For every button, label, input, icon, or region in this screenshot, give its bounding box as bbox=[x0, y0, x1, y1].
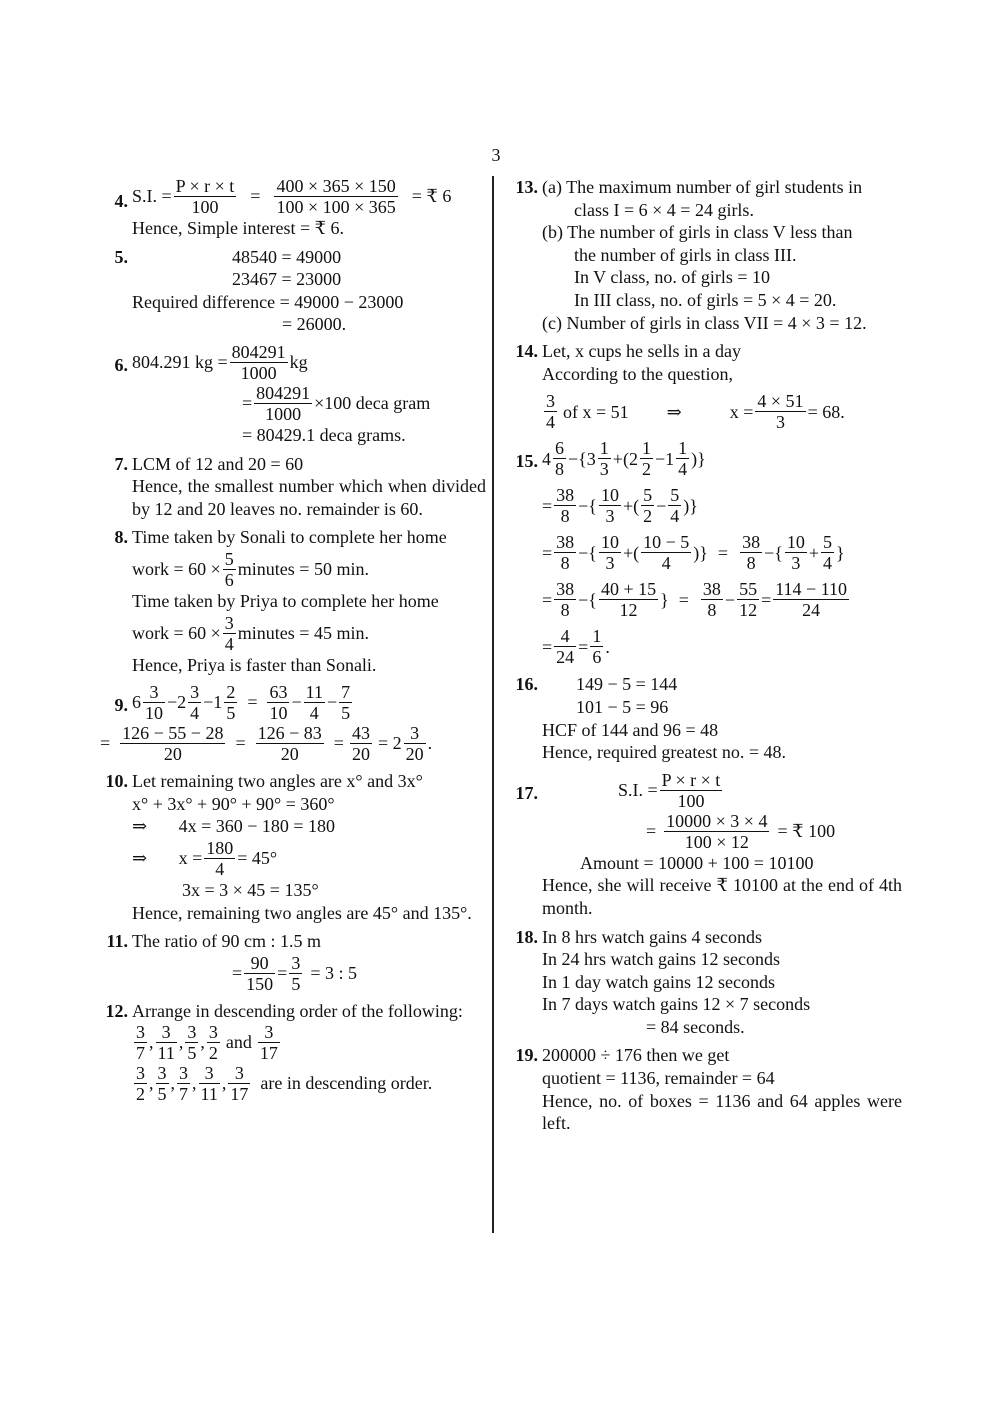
text: minutes = 45 min. bbox=[237, 622, 369, 643]
line: In III class, no. of girls = 5 × 4 = 20. bbox=[574, 289, 837, 310]
text: minutes = 50 min. bbox=[237, 559, 369, 580]
fraction: $\frac{1}{3}$ bbox=[599, 438, 609, 480]
fraction: $\frac{114 - 110}{24}$ bbox=[775, 579, 848, 621]
cups-equation bbox=[542, 391, 902, 432]
line: (b) The number of girls in class V less than bbox=[542, 222, 853, 243]
result: = 3 : 5 bbox=[310, 962, 357, 983]
answer-7 bbox=[100, 453, 486, 521]
answer-19 bbox=[510, 1044, 902, 1134]
equals: = bbox=[100, 733, 111, 754]
text: 6 bbox=[132, 692, 141, 713]
fraction: $\frac{804291}{1000}$ bbox=[231, 341, 286, 383]
text: work = 60 × bbox=[132, 559, 221, 580]
fraction: $\frac{3}{4}$ bbox=[546, 391, 555, 433]
fraction: $\frac{10}{3}$ bbox=[786, 532, 805, 574]
fraction: $\frac{38}{8}$ bbox=[556, 579, 575, 621]
fraction: $\frac{180}{4}$ bbox=[206, 837, 234, 879]
minus: − bbox=[326, 692, 338, 713]
implies-icon: ⇒ bbox=[666, 401, 682, 422]
page-number: 3 bbox=[491, 145, 501, 165]
answer-number: 12. bbox=[105, 1000, 128, 1021]
answer-number: 17. bbox=[515, 782, 538, 803]
line: The ratio of 90 cm : 1.5 m bbox=[132, 931, 321, 952]
equals: = bbox=[646, 820, 657, 841]
answer-number: 15. bbox=[515, 451, 538, 472]
fraction-list-a: $\frac{3}{7}$ , $\frac{3}{11}$ , $\frac{3}{5}$ , $\frac{3}{2}$ and $\frac{3}{17}$ bbox=[136, 1022, 278, 1064]
line: Hence, Simple interest = ₹ 6. bbox=[132, 218, 345, 238]
fraction: $\frac{3}{2}$ bbox=[208, 1022, 218, 1064]
fraction: $\frac{11}{4}$ bbox=[305, 682, 323, 724]
fraction: $\frac{3}{20}$ bbox=[405, 723, 424, 765]
fraction: $\frac{7}{5}$ bbox=[341, 682, 351, 724]
line: = 84 seconds. bbox=[646, 1016, 745, 1037]
line: = 26000. bbox=[282, 314, 347, 335]
answer-12 bbox=[100, 1000, 486, 1105]
fraction: $\frac{43}{20}$ bbox=[351, 723, 370, 765]
result: = 68. bbox=[807, 401, 845, 422]
text: of x = 51 bbox=[563, 401, 629, 422]
line: 48540 = 49000 bbox=[232, 246, 342, 267]
fraction: $\frac{40 + 15}{12}$ bbox=[600, 579, 657, 621]
line: In V class, no. of girls = 10 bbox=[574, 267, 770, 288]
answer-number: 4. bbox=[114, 191, 128, 211]
answer-15 bbox=[510, 438, 902, 667]
fraction: $\frac{126 - 83}{20}$ bbox=[257, 723, 322, 765]
si-label: S.I. = bbox=[132, 186, 172, 207]
line: Time taken by Priya to complete her home bbox=[132, 590, 439, 611]
fraction: $\frac{10000 \times 3 \times 4}{100 \times 12}$ bbox=[666, 810, 768, 852]
fraction: $\frac{126 - 55 - 28}{20}$ bbox=[122, 723, 224, 765]
step-3: = $\frac{38}{8}$ −{ $\frac{10}{3}$ +( $\frac{10 - 5}{4}$ )} = $\frac{38}{8}$ −{ $\frac{10}{3}$ + $\frac{5}{4}$ } bbox=[542, 532, 845, 574]
answer-number: 19. bbox=[515, 1045, 538, 1066]
result-line bbox=[100, 723, 486, 764]
answer-8 bbox=[100, 526, 486, 676]
answer-number: 13. bbox=[515, 177, 538, 197]
fraction: $\frac{400 \times 365 \times 150}{100 \times 100 \times 365}$ bbox=[276, 176, 396, 217]
line: In 1 day watch gains 12 seconds bbox=[542, 971, 775, 992]
fraction: $\frac{3}{17}$ bbox=[230, 1063, 249, 1105]
text: ×100 deca gram bbox=[314, 393, 431, 414]
fraction: $\frac{3}{10}$ bbox=[145, 682, 163, 724]
fraction: $\frac{5}{4}$ bbox=[670, 485, 680, 527]
fraction: $\frac{2}{5}$ bbox=[226, 682, 236, 724]
line: the number of girls in class III. bbox=[574, 244, 797, 265]
paragraph: Hence, she will receive ₹ 10100 at the end of 4th month. bbox=[542, 875, 902, 918]
fraction: $\frac{3}{17}$ bbox=[259, 1022, 278, 1064]
equals: = bbox=[250, 186, 261, 207]
text: kg bbox=[289, 352, 308, 373]
si-equation bbox=[132, 176, 486, 217]
line: (c) Number of girls in class VII = 4 × 3 = 12. bbox=[542, 312, 867, 333]
line: 149 − 5 = 144 bbox=[576, 674, 678, 695]
equals: = bbox=[242, 393, 253, 414]
answer-number: 11. bbox=[106, 931, 128, 952]
fraction: $\frac{3}{2}$ bbox=[136, 1063, 145, 1105]
fraction: $\frac{38}{8}$ bbox=[742, 532, 761, 574]
fraction: $\frac{P \times r \times t}{100}$ bbox=[661, 769, 721, 811]
answer-number: 10. bbox=[105, 771, 128, 792]
text: are in descending order. bbox=[260, 1073, 433, 1094]
text: = 2 bbox=[377, 733, 402, 754]
line: Time taken by Sonali to complete her home bbox=[132, 527, 447, 548]
fraction: $\frac{3}{7}$ bbox=[136, 1022, 145, 1064]
line: 200000 ÷ 176 then we get bbox=[542, 1045, 730, 1066]
answer-number: 7. bbox=[114, 453, 128, 474]
line: Amount = 10000 + 100 = 10100 bbox=[580, 852, 814, 873]
line: 3x = 3 × 45 = 135° bbox=[182, 879, 319, 900]
line: LCM of 12 and 20 = 60 bbox=[132, 453, 304, 474]
answer-16 bbox=[510, 673, 902, 763]
answer-number: 14. bbox=[515, 341, 538, 362]
text: −1 bbox=[203, 692, 223, 713]
answer-9 bbox=[100, 682, 486, 764]
answer-11 bbox=[100, 930, 486, 994]
fraction: $\frac{3}{5}$ bbox=[187, 1022, 197, 1064]
fraction: $\frac{1}{4}$ bbox=[678, 438, 688, 480]
column-divider bbox=[492, 176, 494, 1233]
answer-number: 8. bbox=[114, 527, 128, 548]
step-5: = $\frac{4}{24}$ = $\frac{1}{6}$ . bbox=[542, 626, 610, 668]
line: Let remaining two angles are x° and 3x° bbox=[132, 771, 423, 792]
line: In 24 hrs watch gains 12 seconds bbox=[542, 949, 780, 970]
si-equation bbox=[542, 770, 902, 811]
fraction: $\frac{38}{8}$ bbox=[702, 579, 721, 621]
text: ⇒ x = bbox=[132, 848, 203, 869]
mixed-line bbox=[132, 682, 486, 723]
line: ⇒ 4x = 360 − 180 = 180 bbox=[132, 816, 336, 837]
left-column bbox=[100, 176, 486, 1104]
answer-number: 18. bbox=[515, 926, 538, 947]
answer-14 bbox=[510, 340, 902, 432]
paragraph: Hence, no. of boxes = 1136 and 64 apples were left. bbox=[542, 1090, 902, 1134]
fraction: $\frac{1}{6}$ bbox=[592, 626, 602, 668]
text: . bbox=[427, 733, 433, 754]
text: −2 bbox=[167, 692, 187, 713]
answer-18 bbox=[510, 926, 902, 1039]
fraction: $\frac{5}{6}$ bbox=[224, 548, 234, 590]
line: 23467 = 23000 bbox=[232, 269, 342, 290]
text: 804.291 kg = bbox=[132, 352, 228, 373]
fraction: $\frac{6}{8}$ bbox=[555, 438, 564, 480]
line: quotient = 1136, remainder = 64 bbox=[542, 1068, 775, 1089]
answer-13 bbox=[510, 176, 902, 334]
ratio-line bbox=[132, 953, 486, 994]
step-4: = $\frac{38}{8}$ −{ $\frac{40 + 15}{12}$ } = $\frac{38}{8}$ − $\frac{55}{12}$ = $\frac{114 - 110}{24}$ bbox=[542, 579, 848, 621]
fraction: $\frac{3}{5}$ bbox=[291, 952, 301, 994]
line: Arrange in descending order of the following: bbox=[132, 1000, 463, 1021]
result: = ₹ 6 bbox=[411, 186, 452, 207]
fraction: $\frac{P \times r \times t}{100}$ bbox=[175, 176, 235, 217]
right-column bbox=[510, 176, 902, 1135]
line: According to the question, bbox=[542, 363, 733, 384]
line: class I = 6 × 4 = 24 girls. bbox=[574, 199, 754, 220]
equals: = bbox=[333, 733, 344, 754]
answer-number: 6. bbox=[114, 354, 128, 375]
fraction: $\frac{4}{24}$ bbox=[556, 626, 575, 668]
line: In 8 hrs watch gains 4 seconds bbox=[542, 926, 762, 947]
kg-line bbox=[132, 342, 486, 383]
answer-4 bbox=[100, 176, 486, 240]
answer-number: 5. bbox=[114, 246, 128, 267]
fraction: $\frac{38}{8}$ bbox=[556, 532, 575, 574]
text: x = bbox=[729, 401, 754, 422]
fraction: $\frac{63}{10}$ bbox=[269, 682, 288, 724]
line: = 80429.1 deca grams. bbox=[242, 424, 406, 445]
fraction: $\frac{5}{4}$ bbox=[823, 532, 833, 574]
fraction: $\frac{3}{4}$ bbox=[224, 612, 234, 654]
line: (a) The maximum number of girl students in bbox=[542, 177, 863, 197]
step-1: 4 $\frac{6}{8}$ −{3 $\frac{1}{3}$ +(2 $\frac{1}{2}$ −1 $\frac{1}{4}$ )} bbox=[542, 438, 706, 480]
fraction: $\frac{10 - 5}{4}$ bbox=[643, 532, 690, 574]
equals: = bbox=[277, 962, 288, 983]
fraction: $\frac{1}{2}$ bbox=[641, 438, 651, 480]
text: = 45° bbox=[237, 848, 278, 869]
fraction: $\frac{804291}{1000}$ bbox=[256, 382, 311, 424]
fraction: $\frac{3}{11}$ bbox=[157, 1022, 175, 1064]
answer-5 bbox=[100, 246, 486, 336]
result: = ₹ 100 bbox=[777, 820, 836, 841]
line: Hence, remaining two angles are 45° and 135°. bbox=[132, 902, 472, 923]
answer-number: 9. bbox=[114, 695, 128, 716]
answer-17 bbox=[510, 770, 902, 920]
minus: − bbox=[291, 692, 302, 713]
line: HCF of 144 and 96 = 48 bbox=[542, 719, 719, 740]
equals: = bbox=[232, 962, 243, 983]
line: Required difference = 49000 − 23000 bbox=[132, 291, 404, 312]
fraction: $\frac{4 \times 51}{3}$ bbox=[757, 391, 804, 433]
line: x° + 3x° + 90° + 90° = 360° bbox=[132, 793, 335, 814]
fraction: $\frac{5}{2}$ bbox=[643, 485, 653, 527]
fraction: $\frac{3}{5}$ bbox=[157, 1063, 167, 1105]
line: Hence, Priya is faster than Sonali. bbox=[132, 654, 377, 675]
fraction: $\frac{3}{7}$ bbox=[179, 1063, 188, 1105]
equals: = bbox=[247, 692, 258, 713]
line: Let, x cups he sells in a day bbox=[542, 341, 741, 362]
deca-line bbox=[132, 383, 486, 424]
fraction: $\frac{3}{11}$ bbox=[200, 1063, 218, 1105]
step-2: = $\frac{38}{8}$ −{ $\frac{10}{3}$ +( $\frac{5}{2}$ − $\frac{5}{4}$ )} bbox=[542, 485, 698, 527]
text: S.I. = bbox=[618, 779, 658, 800]
text: and bbox=[225, 1032, 252, 1053]
answer-6 bbox=[100, 342, 486, 447]
fraction-list-b: $\frac{3}{2}$ , $\frac{3}{5}$ , $\frac{3}{7}$ , $\frac{3}{11}$ , $\frac{3}{17}$ are in descending order. bbox=[136, 1063, 433, 1105]
answer-number: 16. bbox=[515, 674, 538, 695]
paragraph: Hence, the smallest number which when divided by 12 and 20 leaves no. remainder is 60. bbox=[132, 476, 486, 519]
fraction: $\frac{10}{3}$ bbox=[600, 485, 619, 527]
line: 101 − 5 = 96 bbox=[576, 696, 669, 717]
fraction: $\frac{10}{3}$ bbox=[600, 532, 619, 574]
x-line bbox=[132, 838, 486, 879]
text: work = 60 × bbox=[132, 622, 221, 643]
answer-10 bbox=[100, 770, 486, 924]
fraction: $\frac{90}{150}$ bbox=[246, 952, 274, 994]
work-line bbox=[132, 549, 486, 590]
line: In 7 days watch gains 12 × 7 seconds bbox=[542, 994, 811, 1015]
work-line bbox=[132, 613, 486, 654]
si-value bbox=[542, 811, 902, 852]
fraction: $\frac{38}{8}$ bbox=[556, 485, 575, 527]
line: Hence, required greatest no. = 48. bbox=[542, 742, 787, 763]
fraction: $\frac{3}{4}$ bbox=[190, 682, 200, 724]
equals: = bbox=[235, 733, 246, 754]
fraction: $\frac{55}{12}$ bbox=[739, 579, 758, 621]
